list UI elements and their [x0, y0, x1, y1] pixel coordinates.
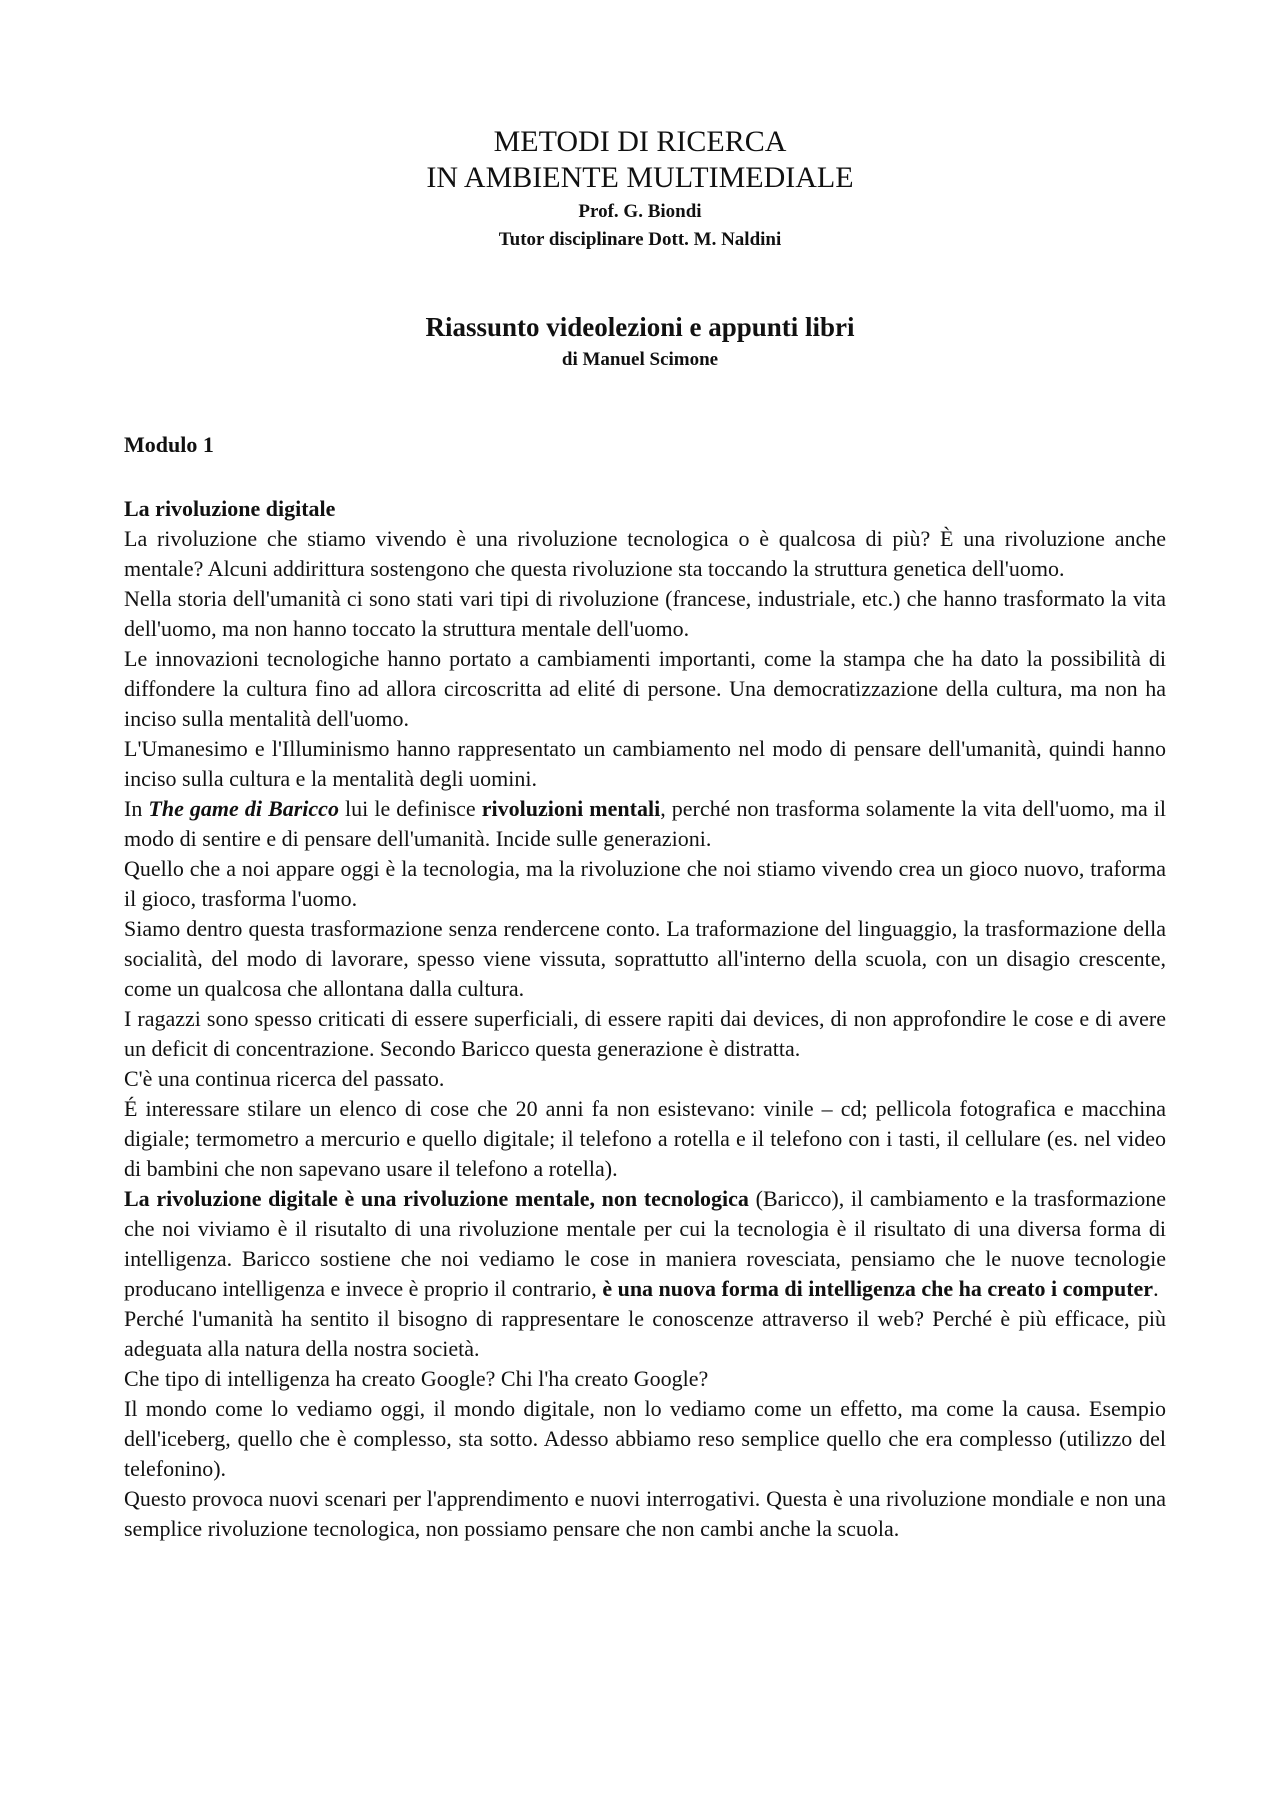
- paragraph: L'Umanesimo e l'Illuminismo hanno rappresentato un cambiamento nel modo di pensare dell'umanità, quindi hanno inciso sulla cultura e la mentalità degli uomini.: [124, 736, 1166, 791]
- professor-name: Prof. G. Biondi: [578, 201, 702, 222]
- book-title: The game di Baricco: [148, 796, 339, 821]
- document-title-line1: METODI DI RICERCA: [493, 125, 787, 158]
- paragraph: Quello che a noi appare oggi è la tecnologia, ma la rivoluzione che noi stiamo vivendo crea un gioco nuovo, traforma il gioco, trasforma l'uomo.: [124, 856, 1166, 911]
- paragraph: La rivoluzione che stiamo vivendo è una rivoluzione tecnologica o è qualcosa di più? È una rivoluzione anche mentale? Alcuni addirittura sostengono che questa rivoluzione sta toccando la struttura genetica dell'uomo.: [124, 526, 1166, 581]
- paragraph: [124, 1184, 1166, 1304]
- paragraph: C'è una continua ricerca del passato.: [124, 1066, 445, 1091]
- text-run: .: [1153, 1276, 1159, 1301]
- paragraph: Questo provoca nuovi scenari per l'apprendimento e nuovi interrogativi. Questa è una rivoluzione mondiale e non una semplice rivoluzione tecnologica, non possiamo pensare che non cambi anche la scuola.: [124, 1486, 1166, 1541]
- module-body: [124, 494, 1166, 1544]
- document-title-line2: IN AMBIENTE MULTIMEDIALE: [426, 161, 854, 194]
- bold-statement: è una nuova forma di intelligenza che ha creato i computer: [602, 1276, 1154, 1301]
- summary-author: di Manuel Scimone: [561, 349, 719, 370]
- paragraph: É interessare stilare un elenco di cose che 20 anni fa non esistevano: vinile – cd; pellicola fotografica e macchina digiale; termometro a mercurio e quello digitale; il telefono a rotella e il telefono con i tasti, il cellulare (es. nel video di bambini che non sapevano usare il telefono a rotella).: [124, 1096, 1166, 1181]
- text-run: , perché non trasforma solamente la vita dell'uomo, ma il modo di sentire e di pensare dell'umanità. Incide sulle generazioni.: [124, 796, 1167, 851]
- text-run: (Baricco), il cambiamento e la trasformazione che noi viviamo è il risutalto di una rivoluzione mentale per cui la tecnologia è il risultato di una diversa forma di intelligenza. Baricco sostiene che noi vediamo le cose in maniera rovesciata, pensiamo che le nuove tecnologie producano intelligenza e invece è proprio il contrario,: [124, 1186, 1166, 1301]
- summary-title: Riassunto videolezioni e appunti libri: [425, 312, 855, 342]
- section-heading: La rivoluzione digitale: [124, 496, 336, 521]
- paragraph: Il mondo come lo vediamo oggi, il mondo digitale, non lo vediamo come un effetto, ma come la causa. Esempio dell'iceberg, quello che è complesso, sta sotto. Adesso abbiamo reso semplice quello che era complesso (utilizzo del telefonino).: [124, 1396, 1166, 1481]
- paragraph: I ragazzi sono spesso criticati di essere superficiali, di essere rapiti dai devices, di non approfondire le cose e di avere un deficit di concentrazione. Secondo Baricco questa generazione è distratta.: [124, 1006, 1166, 1061]
- text-run: lui le definisce: [338, 796, 482, 821]
- module-heading: Modulo 1: [124, 432, 214, 457]
- paragraph: Che tipo di intelligenza ha creato Google? Chi l'ha creato Google?: [124, 1366, 709, 1391]
- tutor-name: Tutor disciplinare Dott. M. Naldini: [498, 229, 782, 250]
- bold-term: rivoluzioni mentali: [481, 796, 661, 821]
- paragraph: Le innovazioni tecnologiche hanno portato a cambiamenti importanti, come la stampa che ha dato la possibilità di diffondere la cultura fino ad allora circoscritta ad elité di persone. Una democratizzazione della cultura, ma non ha inciso sulla mentalità dell'uomo.: [124, 646, 1166, 731]
- paragraph: Perché l'umanità ha sentito il bisogno di rappresentare le conoscenze attraverso il web? Perché è più efficace, più adeguata alla natura della nostra società.: [124, 1306, 1166, 1361]
- paragraph: [124, 794, 1166, 854]
- paragraph: Nella storia dell'umanità ci sono stati vari tipi di rivoluzione (francese, industriale, etc.) che hanno trasformato la vita dell'uomo, ma non hanno toccato la struttura mentale dell'uomo.: [124, 586, 1166, 641]
- text-run: In: [124, 796, 149, 821]
- paragraph: Siamo dentro questa trasformazione senza rendercene conto. La traformazione del linguaggio, la trasformazione della socialità, del modo di lavorare, spesso viene vissuta, soprattutto all'interno della scuola, con un disagio crescente, come un qualcosa che allontana dalla cultura.: [124, 916, 1166, 1001]
- bold-statement: La rivoluzione digitale è una rivoluzione mentale, non tecnologica: [124, 1186, 749, 1211]
